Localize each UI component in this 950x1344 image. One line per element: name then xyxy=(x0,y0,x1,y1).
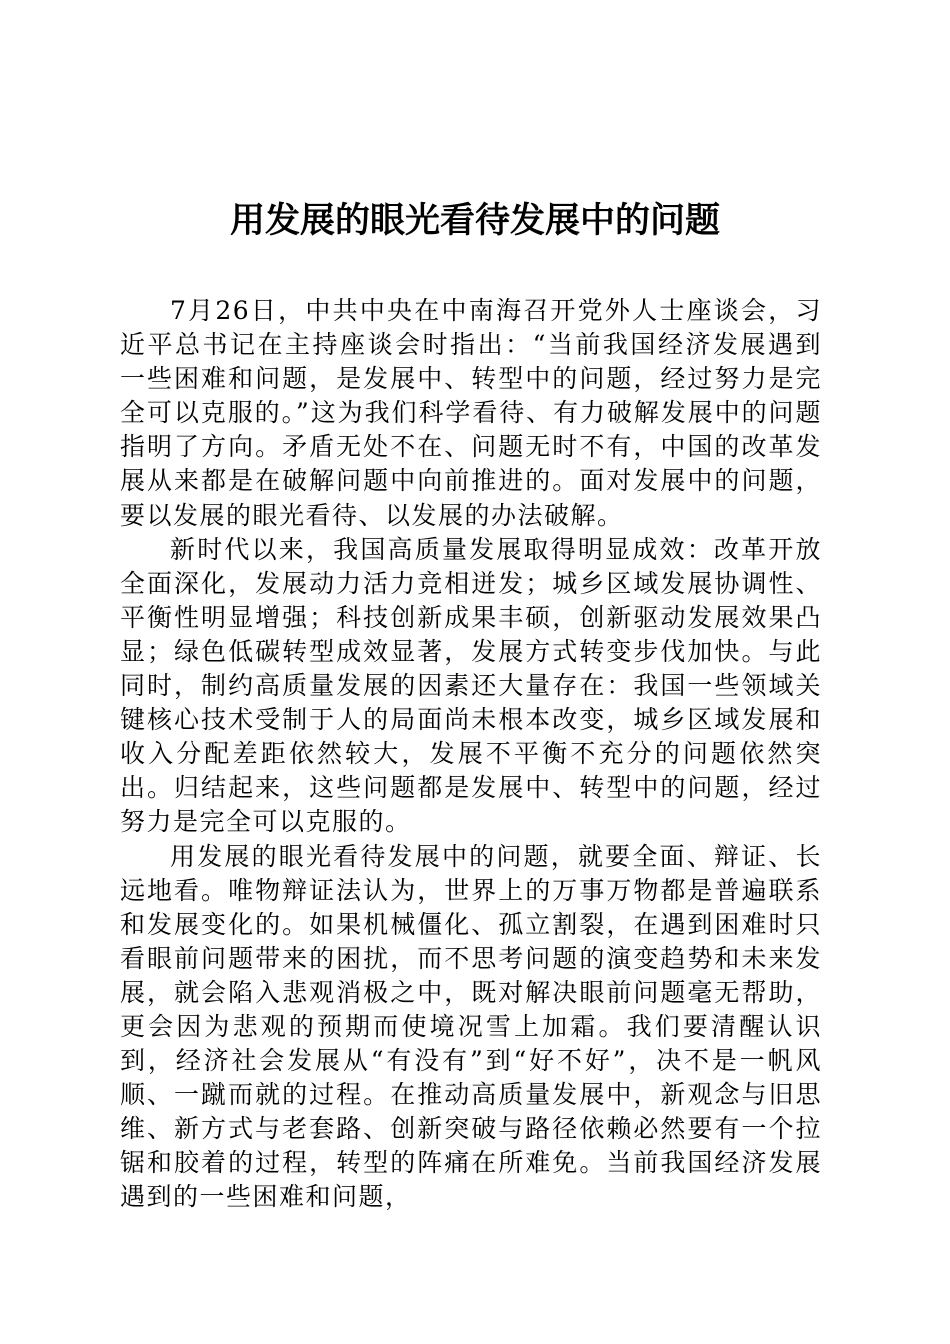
document-body xyxy=(120,294,822,1215)
document-title: 用发展的眼光看待发展中的问题 xyxy=(229,200,720,241)
paragraph-2: 新时代以来，我国高质量发展取得明显成效：改革开放全面深化，发展动力活力竞相迸发；城乡区域发展协调性、平衡性明显增强；科技创新成果丰硕，创新驱动发展效果凸显；绿色低碳转型成效显著，发展方式转变步伐加快。与此同时，制约高质量发展的因素还大量存在：我国一些领域关键核心技术受制于人的局面尚未根本改变，城乡区域发展和收入分配差距依然较大，发展不平衡不充分的问题依然突出。归结起来，这些问题都是发展中、转型中的问题，经过努力是完全可以克服的。 xyxy=(120,534,822,837)
paragraph-1: 7月26日，中共中央在中南海召开党外人士座谈会，习近平总书记在主持座谈会时指出：“当前我国经济发展遇到一些困难和问题，是发展中、转型中的问题，经过努力是完全可以克服的。”这为我们科学看待、有力破解发展中的问题指明了方向。矛盾无处不在、问题无时不有，中国的改革发展从来都是在破解问题中向前推进的。面对发展中的问题，要以发展的眼光看待、以发展的办法破解。 xyxy=(120,296,822,530)
paragraph-3: 用发展的眼光看待发展中的问题，就要全面、辩证、长远地看。唯物辩证法认为，世界上的万事万物都是普遍联系和发展变化的。如果机械僵化、孤立割裂，在遇到困难时只看眼前问题带来的困扰，而不思考问题的演变趋势和未来发展，就会陷入悲观消极之中，既对解决眼前问题毫无帮助，更会因为悲观的预期而使境况雪上加霜。我们要清醒认识到，经济社会发展从“有没有”到“好不好”，决不是一帆风顺、一蹴而就的过程。在推动高质量发展中，新观念与旧思维、新方式与老套路、创新突破与路径依赖必然要有一个拉锯和胶着的过程，转型的阵痛在所难免。当前我国经济发展遇到的一些困难和问题， xyxy=(120,841,822,1212)
